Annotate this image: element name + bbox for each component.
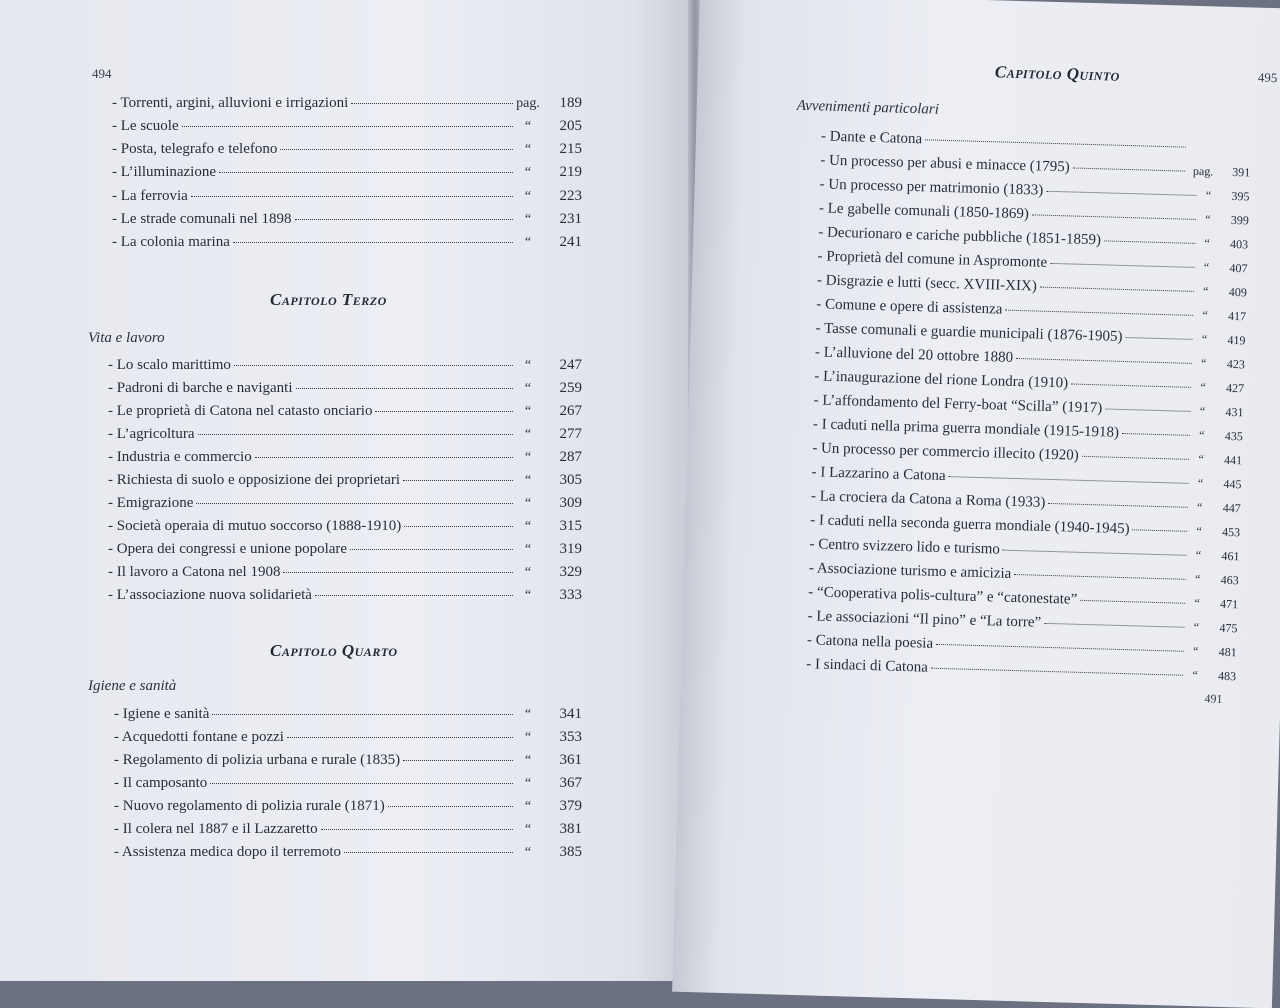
toc-entry: - Società operaia di mutuo soccorso (1888-1910) “ 315: [108, 518, 582, 534]
toc-entry: - Nuovo regolamento di polizia rurale (1871) “ 379: [114, 798, 582, 814]
chapter-title-5: Capitolo Quinto: [994, 62, 1121, 85]
toc-entry: - La crociera da Catona a Roma (1933) “ 447: [810, 488, 1241, 516]
toc-entry: - Un processo per commercio illecito (1920) “ 441: [812, 440, 1243, 468]
toc-entry: - I caduti nella prima guerra mondiale (1915-1918) “ 435: [812, 416, 1244, 444]
toc-entry: - La ferrovia “ 223: [112, 188, 582, 204]
toc-entry: - L’agricoltura “ 277: [108, 426, 582, 442]
toc-entry: - I sindaci di Catona “ 483: [806, 656, 1237, 684]
toc-entry: - L’associazione nuova solidarietà “ 333: [108, 587, 582, 603]
toc-entry: - L’illuminazione “ 219: [112, 164, 582, 180]
section-title-5: Avvenimenti particolari: [796, 97, 940, 118]
toc-entry: - Industria e commercio “ 287: [108, 449, 582, 465]
section-title-4: Igiene e sanità: [88, 678, 177, 694]
toc-entry: - Padroni di barche e naviganti “ 259: [108, 380, 582, 396]
chapter-title-3: Capitolo Terzo: [270, 290, 387, 309]
toc-entry: - Richiesta di suolo e opposizione dei proprietari “ 305: [108, 472, 582, 488]
toc-entry: - Proprietà del comune in Aspromonte “ 407: [817, 248, 1248, 276]
toc-entry: - Catona nella poesia “ 481: [806, 632, 1237, 660]
toc-entry: - Torrenti, argini, alluvioni e irrigazioni pag. 189: [112, 95, 582, 111]
page-number-right: 495: [1257, 69, 1278, 86]
toc-entry: - Il colera nel 1887 e il Lazzaretto “ 381: [114, 821, 582, 837]
toc-entry: - Opera dei congressi e unione popolare “ 319: [108, 541, 582, 557]
toc-entry: - Decurionaro e cariche pubbliche (1851-1859) “ 403: [818, 224, 1249, 252]
toc-entry: - Un processo per matrimonio (1833) “ 395: [819, 176, 1250, 204]
toc-entry: - Igiene e sanità “ 341: [114, 706, 582, 722]
section-title-3: Vita e lavoro: [88, 330, 165, 346]
toc-entry: - “Cooperativa polis-cultura” e “catonestate” “ 471: [808, 584, 1239, 612]
page-number-left: 494: [92, 66, 112, 81]
toc-entry: - Le proprietà di Catona nel catasto onciario “ 267: [108, 403, 582, 419]
toc-entry: - Le associazioni “Il pino” e “La torre” “ 475: [807, 608, 1238, 636]
toc-entry: - Associazione turismo e amicizia “ 463: [808, 560, 1239, 588]
toc-entry: - I caduti nella seconda guerra mondiale (1940-1945) “ 453: [810, 512, 1241, 540]
toc-entry: - Emigrazione “ 309: [108, 495, 582, 511]
toc-entry: - La colonia marina “ 241: [112, 234, 582, 250]
toc-entry: - Centro svizzero lido e turismo “ 461: [809, 536, 1240, 564]
toc-entry: - Le strade comunali nel 1898 “ 231: [112, 211, 582, 227]
toc-entry: - Posta, telegrafo e telefono “ 215: [112, 141, 582, 157]
toc-entry: - Le gabelle comunali (1850-1869) “ 399: [818, 200, 1250, 228]
toc-entry: - Comune e opere di assistenza “ 417: [816, 296, 1247, 324]
toc-entry: - Disgrazie e lutti (secc. XVIII-XIX) “ 409: [816, 272, 1248, 300]
toc-entry: - Le scuole “ 205: [112, 118, 582, 134]
toc-entry: - L’affondamento del Ferry-boat “Scilla” (1917) “ 431: [813, 392, 1244, 420]
toc-entry: - Acquedotti fontane e pozzi “ 353: [114, 729, 582, 745]
toc-entry: - L’inaugurazione del rione Londra (1910) “ 427: [814, 368, 1245, 396]
toc-entry: - Tasse comunali e guardie municipali (1876-1905) “ 419: [815, 320, 1246, 348]
toc-entry: - Lo scalo marittimo “ 247: [108, 357, 582, 373]
toc-entry: - Dante e Catona: [821, 128, 1251, 157]
trailing-page-number: 491: [1204, 691, 1223, 706]
toc-entry: - L’alluvione del 20 ottobre 1880 “ 423: [814, 344, 1246, 372]
toc-entry: - Assistenza medica dopo il terremoto “ 385: [114, 844, 582, 860]
toc-entry: - Un processo per abusi e minacce (1795) pag. 391: [820, 152, 1251, 180]
right-page: [672, 0, 1280, 1008]
toc-entry: - Il lavoro a Catona nel 1908 “ 329: [108, 564, 582, 580]
chapter-title-4: Capitolo Quarto: [270, 641, 398, 660]
toc-entry: - Il camposanto “ 367: [114, 775, 582, 791]
toc-entry: - I Lazzarino a Catona “ 445: [811, 464, 1242, 492]
toc-entry: - Regolamento di polizia urbana e rurale (1835) “ 361: [114, 752, 582, 768]
